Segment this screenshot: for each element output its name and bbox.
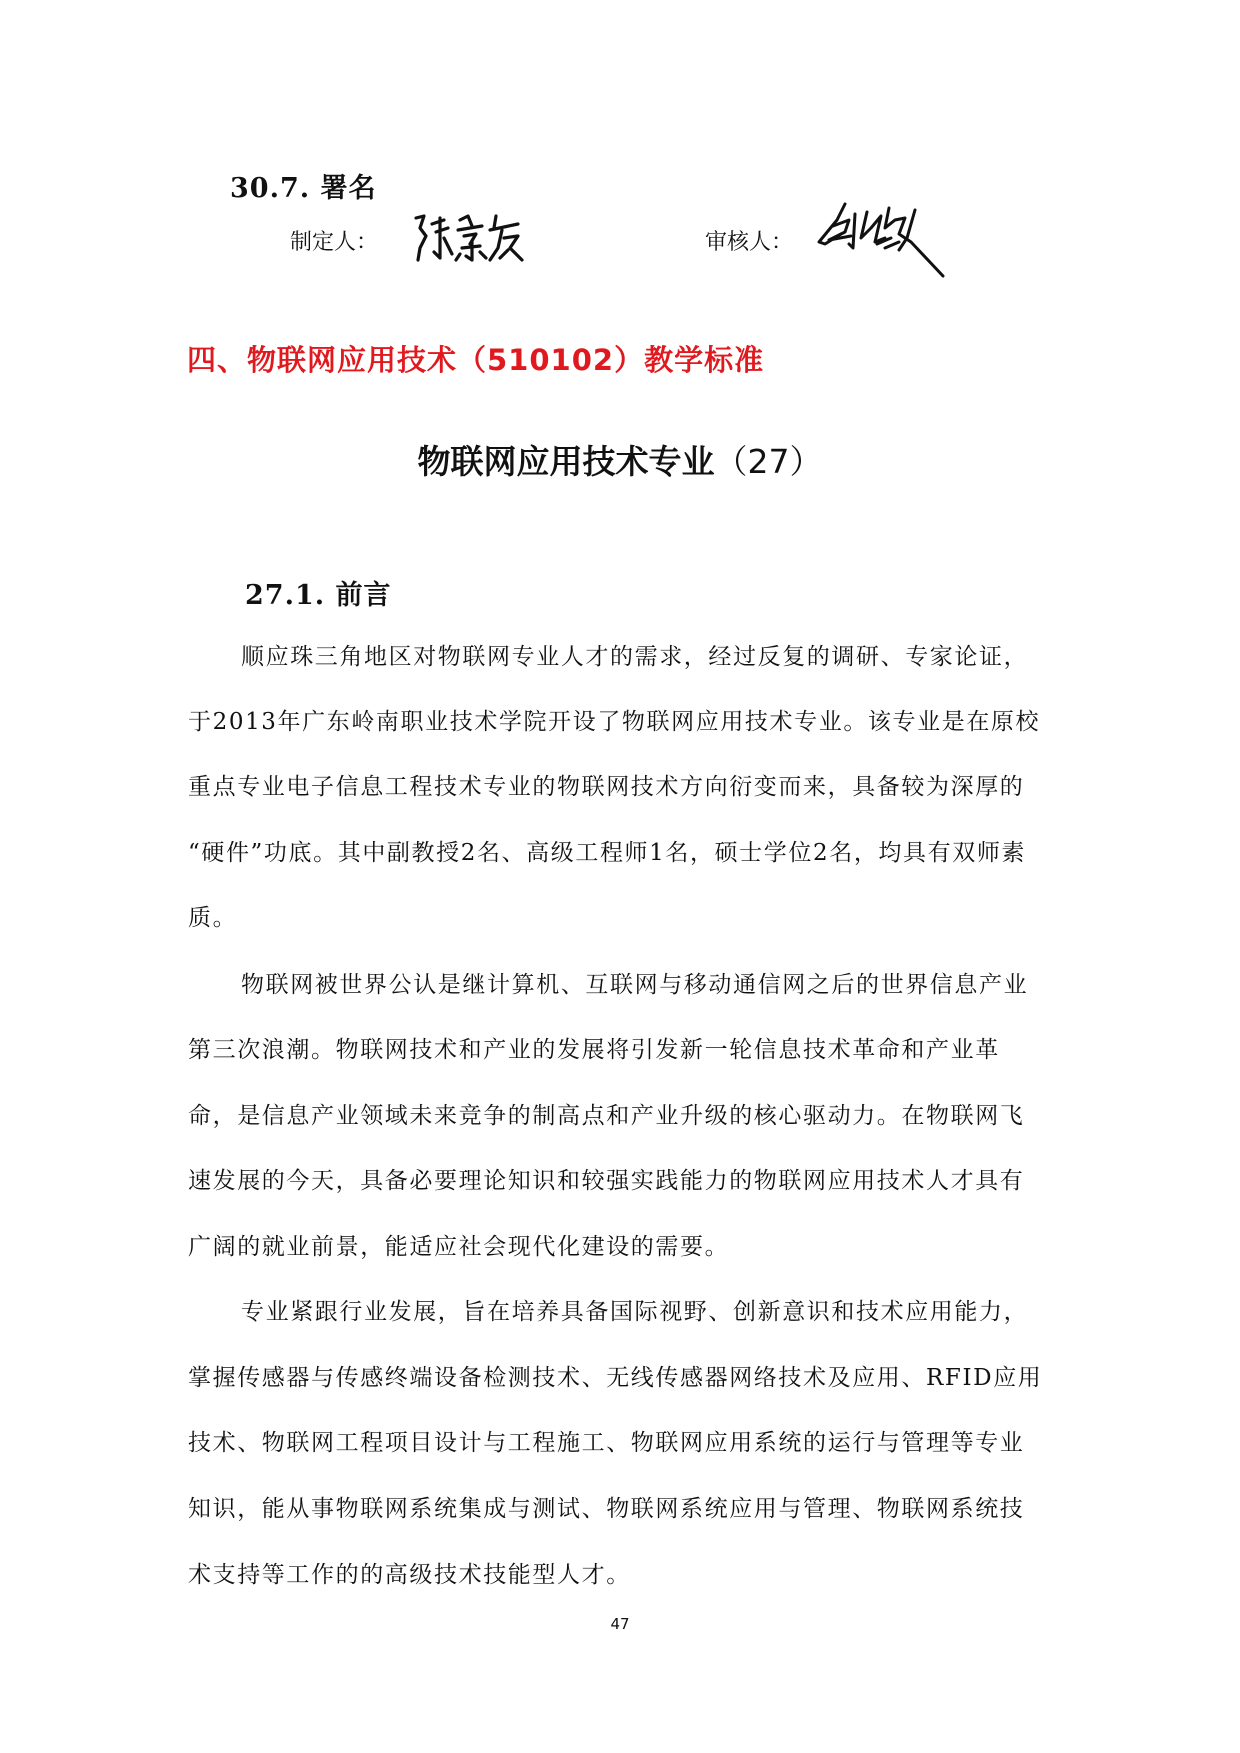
paragraph-line: 术支持等工作的的高级技术技能型人才。 (188, 1562, 631, 1588)
paragraph-line: 命，是信息产业领域未来竞争的制高点和产业升级的核心驱动力。在物联网飞 (188, 1103, 1025, 1129)
paragraph-line: 第三次浪潮。物联网技术和产业的发展将引发新一轮信息技术革命和产业革 (188, 1037, 1000, 1063)
paragraph-line: 技术、物联网工程项目设计与工程施工、物联网应用系统的运行与管理等专业 (188, 1430, 1025, 1456)
paragraph-line: 物联网被世界公认是继计算机、互联网与移动通信网之后的世界信息产业 (241, 972, 1029, 998)
main-title (0, 436, 1240, 483)
paragraph-line: 广阔的就业前景，能适应社会现代化建设的需要。 (188, 1234, 730, 1260)
paragraph-line: 掌握传感器与传感终端设备检测技术、无线传感器网络技术及应用、RFID应用 (188, 1365, 1043, 1391)
paragraph-line: 顺应珠三角地区对物联网专业人才的需求，经过反复的调研、专家论证， (241, 644, 1029, 670)
main-title-text: 物联网应用技术专业 (417, 442, 715, 481)
author-label: 制定人： (290, 230, 379, 255)
reviewer-signature-image (815, 198, 950, 280)
page-number: 47 (610, 1615, 630, 1633)
paragraph-line: 重点专业电子信息工程技术专业的物联网技术方向衍变而来，具备较为深厚的 (188, 774, 1025, 800)
chapter-heading: 四、物联网应用技术（510102）教学标准 (187, 343, 765, 377)
signature-section-heading: 30.7. 署名 (230, 173, 377, 204)
author-signature-image (410, 208, 530, 268)
paragraph-line: 速发展的今天，具备必要理论知识和较强实践能力的物联网应用技术人才具有 (188, 1168, 1025, 1194)
paragraph-line: 专业紧跟行业发展，旨在培养具备国际视野、创新意识和技术应用能力， (241, 1299, 1029, 1325)
paragraph-line: 于2013年广东岭南职业技术学院开设了物联网应用技术专业。该专业是在原校 (188, 709, 1041, 735)
preface-heading: 27.1. 前言 (245, 580, 392, 611)
paragraph-line: 知识，能从事物联网系统集成与测试、物联网系统应用与管理、物联网系统技 (188, 1496, 1025, 1522)
reviewer-label: 审核人： (705, 230, 794, 255)
paragraph-line: “硬件”功底。其中副教授2名、高级工程师1名，硕士学位2名，均具有双师素 (188, 840, 1027, 866)
main-title-number: （27） (714, 442, 823, 481)
paragraph-line: 质。 (188, 905, 238, 931)
